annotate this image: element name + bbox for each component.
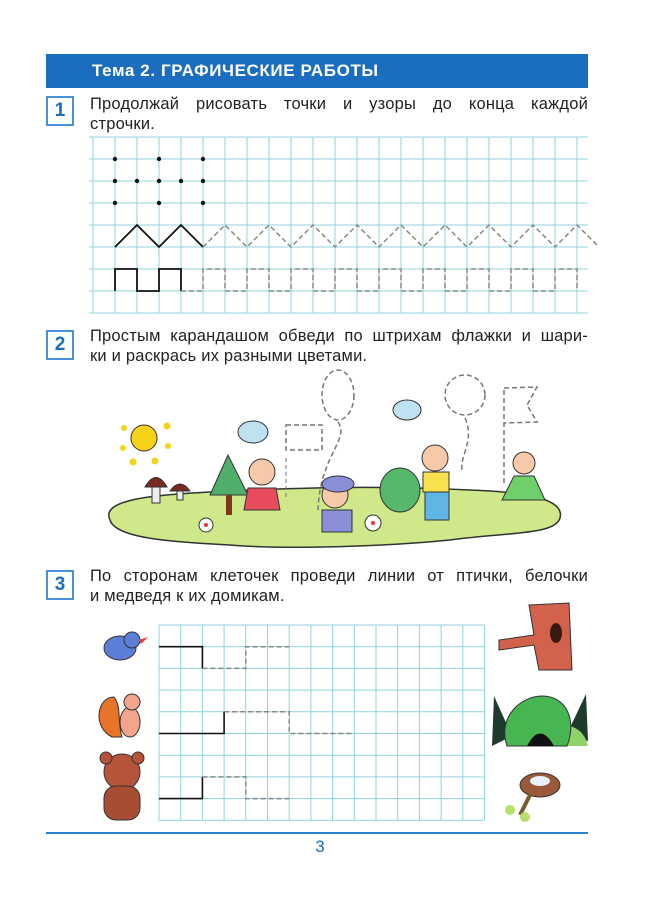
task-1-text-line1: Продолжай рисовать точки и узоры до конца каждой <box>90 95 588 113</box>
task-2-text-line2: ки и раскрась их разными цветами. <box>90 347 368 365</box>
page-number: 3 <box>315 837 325 856</box>
task-number-1: 1 <box>46 96 74 126</box>
tree-hollow-icon <box>494 600 584 675</box>
footer-divider <box>46 832 588 834</box>
task-2-text-line1: Простым карандашом обведи по штрихам флажки и шари- <box>90 327 588 345</box>
topic-title: Тема 2. ГРАФИЧЕСКИЕ РАБОТЫ <box>92 61 379 80</box>
nest-icon <box>500 765 570 825</box>
task-1-text-line2: строчки. <box>90 115 156 133</box>
task-3-text-line1: По сторонам клеточек проведи линии от птички, белочки <box>90 567 588 585</box>
squirrel-path-trace <box>224 712 354 734</box>
den-icon <box>492 686 588 752</box>
squirrel-path-sample <box>159 712 224 734</box>
task-number-3: 3 <box>46 570 74 600</box>
task-3-text-line2: и медведя к их домикам. <box>90 587 285 605</box>
task-number-2: 2 <box>46 330 74 360</box>
